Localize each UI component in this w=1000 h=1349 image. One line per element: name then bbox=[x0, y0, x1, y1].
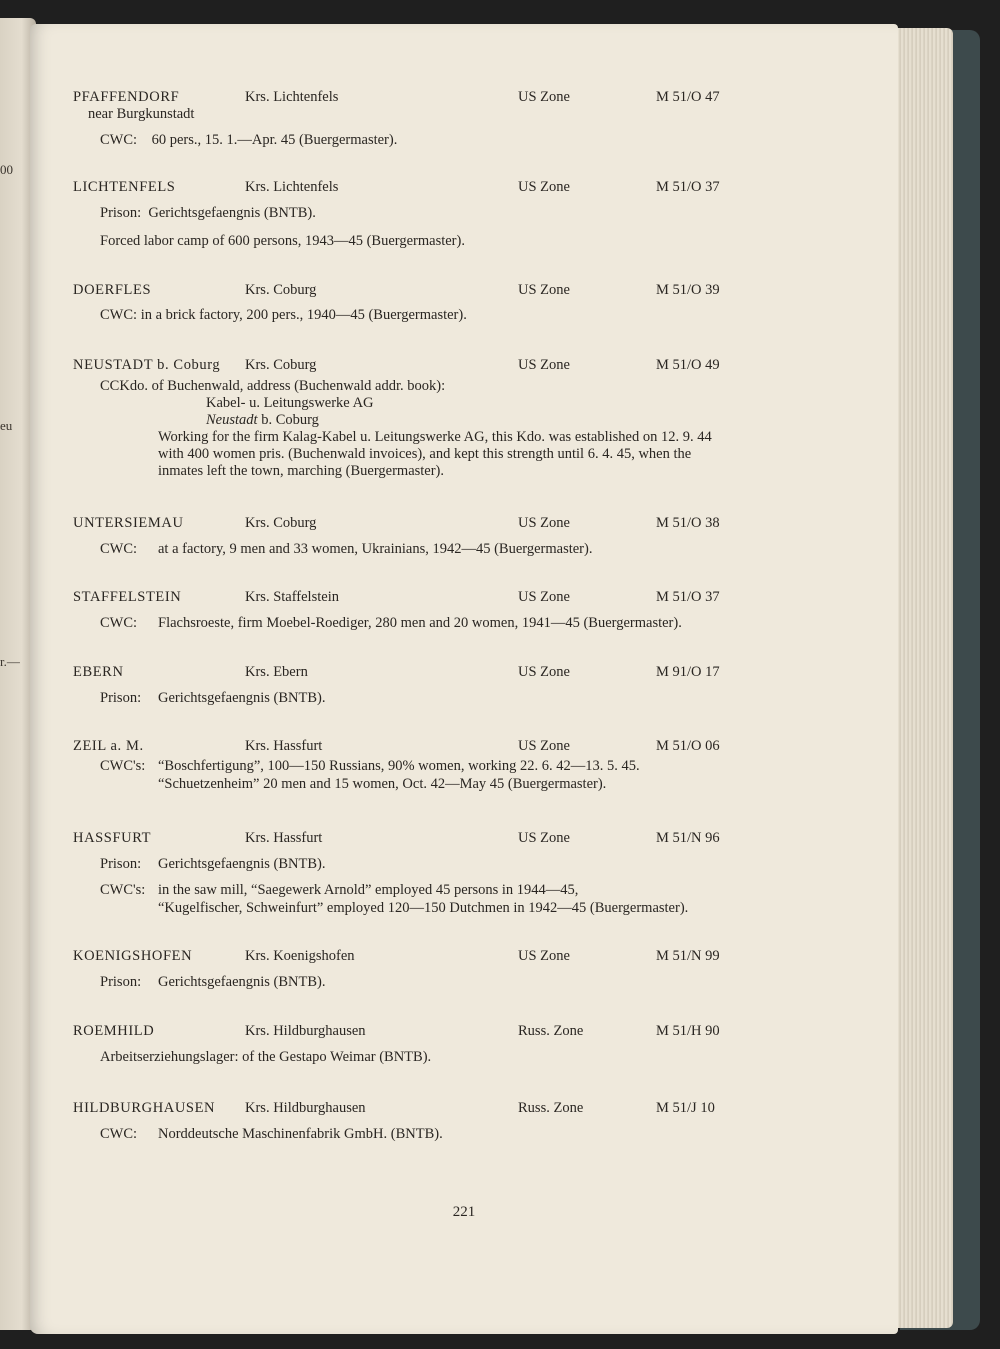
left-page-fragment: r.— bbox=[0, 654, 20, 669]
district: Krs. Coburg bbox=[245, 515, 317, 531]
line-label: CWC's: bbox=[100, 882, 146, 898]
entry-pfaffendorf bbox=[30, 89, 898, 149]
line-text: Forced labor camp of 600 persons, 1943—45 (Buergermaster). bbox=[100, 233, 465, 249]
page-number: 221 bbox=[452, 1204, 476, 1220]
district: Krs. Hassfurt bbox=[245, 738, 323, 754]
map-reference: M 91/O 17 bbox=[656, 664, 720, 680]
line-text: in the saw mill, “Saegewerk Arnold” employed 45 persons in 1944—45, bbox=[158, 882, 579, 898]
place-name: NEUSTADT b. Coburg bbox=[73, 357, 221, 373]
place-name: KOENIGSHOFEN bbox=[73, 948, 193, 964]
line-label: CWC: bbox=[100, 615, 138, 631]
entry-line bbox=[30, 856, 898, 873]
entry-lichtenfels bbox=[30, 179, 898, 250]
line-label: Prison: bbox=[100, 205, 142, 221]
district: Krs. Lichtenfels bbox=[245, 89, 339, 105]
line-text: “Kugelfischer, Schweinfurt” employed 120—150 Dutchmen in 1942—45 (Buergermaster). bbox=[158, 900, 689, 916]
entry-line bbox=[30, 233, 898, 250]
place-name: PFAFFENDORF bbox=[73, 89, 180, 105]
place-name: DOERFLES bbox=[73, 282, 152, 298]
zone: US Zone bbox=[518, 179, 570, 195]
zone: US Zone bbox=[518, 515, 570, 531]
line-label: CWC: bbox=[100, 1126, 138, 1142]
district: Krs. Hassfurt bbox=[245, 830, 323, 846]
place-name: HASSFURT bbox=[73, 830, 152, 846]
entry-roemhild bbox=[30, 1023, 898, 1066]
entry-line bbox=[30, 882, 898, 899]
zone: US Zone bbox=[518, 830, 570, 846]
zone: US Zone bbox=[518, 89, 570, 105]
entry-line bbox=[30, 1049, 898, 1066]
line-label: Prison: bbox=[100, 690, 142, 706]
place-subtitle: near Burgkunstadt bbox=[88, 106, 195, 122]
entry-line bbox=[30, 900, 898, 917]
line-label: Prison: bbox=[100, 974, 142, 990]
map-reference: M 51/H 90 bbox=[656, 1023, 720, 1039]
place-name: HILDBURGHAUSEN bbox=[73, 1100, 216, 1116]
district: Krs. Lichtenfels bbox=[245, 179, 339, 195]
zone: Russ. Zone bbox=[518, 1023, 584, 1039]
place-name: EBERN bbox=[73, 664, 124, 680]
line-text: in a brick factory, 200 pers., 1940—45 (Buergermaster). bbox=[140, 307, 467, 323]
entry-hildburghausen bbox=[30, 1100, 898, 1143]
district: Krs. Hildburghausen bbox=[245, 1100, 366, 1116]
line-text: Gerichtsgefaengnis (BNTB). bbox=[158, 690, 326, 706]
entry-neustadt bbox=[30, 357, 898, 480]
entry-staffelstein bbox=[30, 589, 898, 632]
entry-koenigshofen bbox=[30, 948, 898, 991]
entry-doerfles bbox=[30, 282, 898, 324]
map-reference: M 51/O 37 bbox=[656, 589, 720, 605]
map-reference: M 51/O 06 bbox=[656, 738, 720, 754]
line-text: Arbeitserziehungslager: of the Gestapo Weimar (BNTB). bbox=[100, 1049, 432, 1065]
entry-paragraph-line: Working for the firm Kalag-Kabel u. Leitungswerke AG, this Kdo. was established on 12. 9. 44 bbox=[158, 429, 712, 445]
address-town-suffix: b. Coburg bbox=[257, 412, 319, 428]
line-label: CWC: bbox=[100, 541, 138, 557]
zone: US Zone bbox=[518, 948, 570, 964]
map-reference: M 51/J 10 bbox=[656, 1100, 715, 1116]
entry-paragraph-line: with 400 women pris. (Buchenwald invoices), and kept this strength until 6. 4. 45, when the bbox=[158, 446, 692, 462]
map-reference: M 51/N 96 bbox=[656, 830, 720, 846]
entry-intro: CCKdo. of Buchenwald, address (Buchenwald addr. book): bbox=[100, 378, 446, 394]
entry-untersiemau bbox=[30, 515, 898, 558]
place-name: LICHTENFELS bbox=[73, 179, 176, 195]
entry-zeil bbox=[30, 738, 898, 793]
line-text: “Schuetzenheim” 20 men and 15 women, Oct. 42—May 45 (Buergermaster). bbox=[158, 776, 607, 792]
map-reference: M 51/O 47 bbox=[656, 89, 720, 105]
map-reference: M 51/O 49 bbox=[656, 357, 720, 373]
line-label: Prison: bbox=[100, 856, 142, 872]
zone: Russ. Zone bbox=[518, 1100, 584, 1116]
page-stack-edges bbox=[893, 28, 953, 1328]
line-text: Norddeutsche Maschinenfabrik GmbH. (BNTB). bbox=[158, 1126, 443, 1142]
line-label: CWC: bbox=[100, 132, 138, 148]
map-reference: M 51/N 99 bbox=[656, 948, 720, 964]
line-text: Flachsroeste, firm Moebel-Roediger, 280 men and 20 women, 1941—45 (Buergermaster). bbox=[158, 615, 682, 631]
address-line bbox=[30, 412, 898, 429]
left-page-fragment: eu bbox=[0, 418, 13, 433]
district: Krs. Coburg bbox=[245, 357, 317, 373]
district: Krs. Coburg bbox=[245, 282, 317, 298]
line-text: Gerichtsgefaengnis (BNTB). bbox=[158, 856, 326, 872]
line-text: Gerichtsgefaengnis (BNTB). bbox=[158, 974, 326, 990]
place-name: ZEIL a. M. bbox=[73, 738, 144, 754]
entry-line bbox=[30, 132, 898, 149]
entry-line bbox=[30, 690, 898, 707]
entry-line bbox=[30, 615, 898, 632]
entry-line bbox=[30, 541, 898, 558]
entry-paragraph-line: inmates left the town, marching (Buergermaster). bbox=[158, 463, 445, 479]
map-reference: M 51/O 39 bbox=[656, 282, 720, 298]
address-line: Kabel- u. Leitungswerke AG bbox=[206, 395, 374, 411]
place-name: UNTERSIEMAU bbox=[73, 515, 184, 531]
district: Krs. Hildburghausen bbox=[245, 1023, 366, 1039]
line-text: 60 pers., 15. 1.—Apr. 45 (Buergermaster). bbox=[151, 132, 398, 148]
document-page bbox=[30, 24, 898, 1334]
line-text: “Boschfertigung”, 100—150 Russians, 90% women, working 22. 6. 42—13. 5. 45. bbox=[158, 758, 640, 774]
entry-ebern bbox=[30, 664, 898, 707]
address-town: Neustadt bbox=[206, 412, 258, 428]
place-name: ROEMHILD bbox=[73, 1023, 155, 1039]
zone: US Zone bbox=[518, 589, 570, 605]
map-reference: M 51/O 37 bbox=[656, 179, 720, 195]
district: Krs. Koenigshofen bbox=[245, 948, 355, 964]
left-page-fragment: 00 bbox=[0, 162, 13, 177]
district: Krs. Staffelstein bbox=[245, 589, 339, 605]
zone: US Zone bbox=[518, 738, 570, 754]
line-text: Gerichtsgefaengnis (BNTB). bbox=[148, 205, 316, 221]
zone: US Zone bbox=[518, 282, 570, 298]
line-label: CWC: bbox=[100, 307, 138, 323]
entry-line bbox=[30, 205, 898, 222]
place-name: STAFFELSTEIN bbox=[73, 589, 182, 605]
entry-line bbox=[30, 758, 898, 775]
zone: US Zone bbox=[518, 664, 570, 680]
entry-line bbox=[30, 776, 898, 793]
entry-hassfurt bbox=[30, 830, 898, 917]
entry-line bbox=[30, 307, 898, 324]
line-label: CWC's: bbox=[100, 758, 146, 774]
district: Krs. Ebern bbox=[245, 664, 308, 680]
entry-line bbox=[30, 1126, 898, 1143]
line-text: at a factory, 9 men and 33 women, Ukrainians, 1942—45 (Buergermaster). bbox=[158, 541, 593, 557]
map-reference: M 51/O 38 bbox=[656, 515, 720, 531]
zone: US Zone bbox=[518, 357, 570, 373]
entry-line bbox=[30, 974, 898, 991]
